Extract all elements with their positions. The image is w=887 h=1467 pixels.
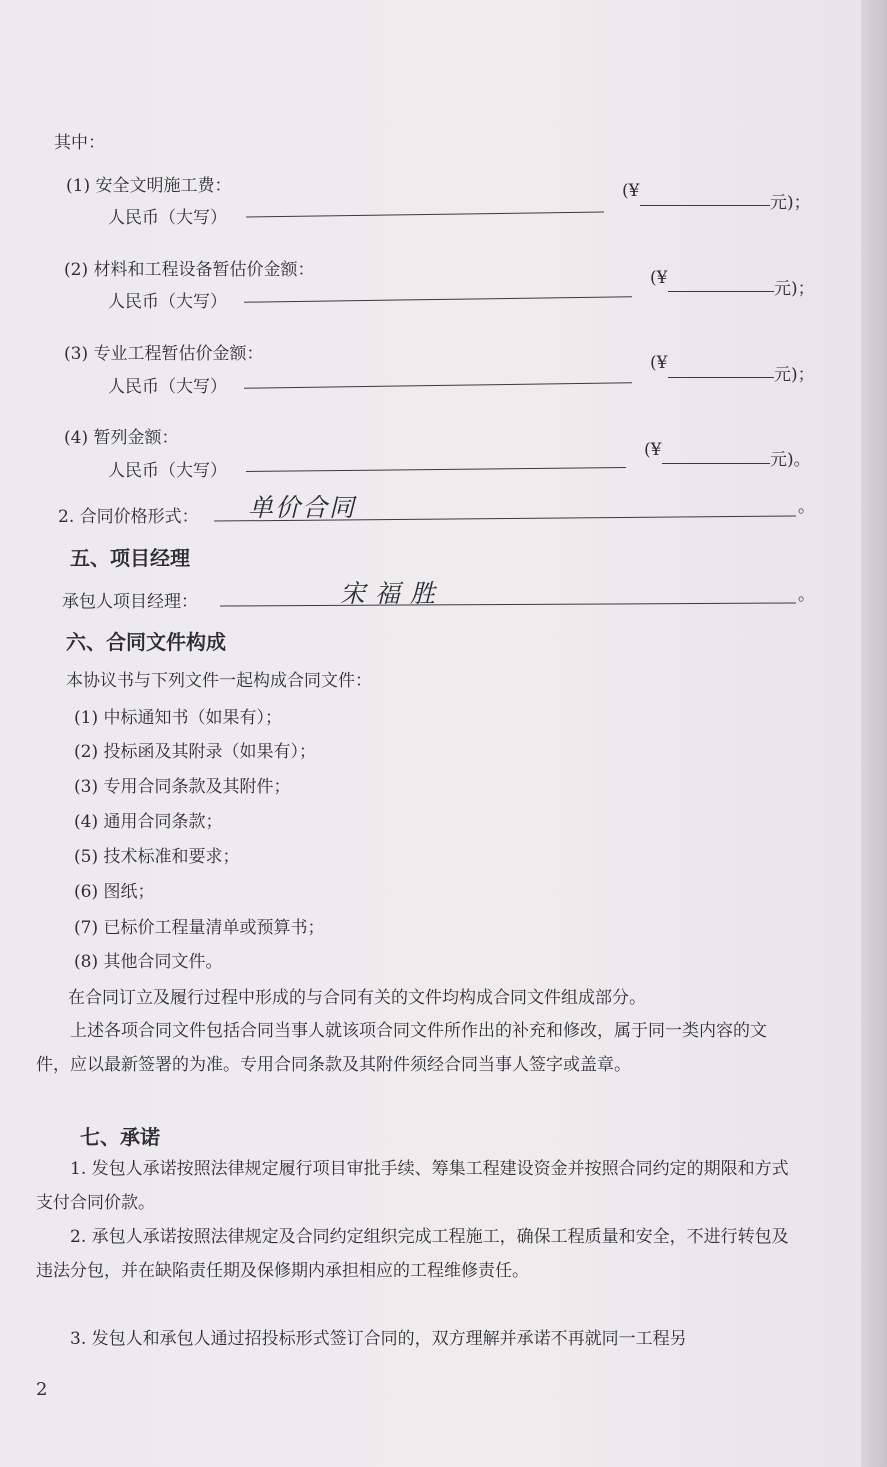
section6-heading: 六、合同文件构成 bbox=[66, 630, 226, 654]
page-edge bbox=[861, 0, 887, 1467]
yen-open: (¥ bbox=[650, 268, 668, 288]
doc-list-item: (5) 技术标准和要求； bbox=[74, 847, 240, 867]
price-form-handwriting: 单价合同 bbox=[248, 493, 357, 522]
fee-item-label: (1) 安全文明施工费： bbox=[66, 176, 232, 196]
doc-list-item: (6) 图纸； bbox=[74, 882, 155, 902]
rmb-label: 人民币（大写） bbox=[108, 208, 227, 228]
manager-blank bbox=[220, 602, 796, 606]
yuan-close: 元)； bbox=[774, 279, 815, 299]
amount-blank bbox=[246, 467, 626, 472]
yen-blank bbox=[662, 463, 770, 464]
section7-heading: 七、承诺 bbox=[80, 1125, 160, 1149]
section6-paragraph-1: 在合同订立及履行过程中形成的与合同有关的文件均构成合同文件组成部分。 bbox=[68, 988, 646, 1008]
doc-list-item: (1) 中标通知书（如果有）； bbox=[74, 708, 282, 728]
yen-open: (¥ bbox=[644, 440, 662, 460]
manager-end: 。 bbox=[798, 585, 815, 605]
page-number: 2 bbox=[36, 1379, 48, 1400]
manager-label: 承包人项目经理： bbox=[62, 592, 198, 612]
price-form-label: 2. 合同价格形式： bbox=[58, 507, 199, 527]
yen-blank bbox=[668, 291, 774, 292]
amount-blank bbox=[244, 296, 632, 302]
fee-item-label: (4) 暂列金额： bbox=[64, 428, 179, 448]
rmb-label: 人民币（大写） bbox=[108, 461, 227, 481]
yuan-close: 元)； bbox=[774, 365, 815, 385]
price-form-end: 。 bbox=[798, 497, 815, 517]
doc-list-item: (8) 其他合同文件。 bbox=[74, 952, 223, 972]
fee-item-label: (2) 材料和工程设备暂估价金额： bbox=[64, 260, 315, 280]
section7-paragraph-2: 2. 承包人承诺按照法律规定及合同约定组织完成工程施工，确保工程质量和安全，不进行转包及违法分包，并在缺陷责任期及保修期内承担相应的工程维修责任。 bbox=[36, 1227, 789, 1281]
doc-list-item: (4) 通用合同条款； bbox=[74, 812, 223, 832]
yen-blank bbox=[640, 205, 770, 206]
rmb-label: 人民币（大写） bbox=[108, 377, 227, 397]
section7-paragraph-3: 3. 发包人和承包人通过招投标形式签订合同的，双方理解并承诺不再就同一工程另 bbox=[70, 1329, 687, 1349]
fee-item-label: (3) 专业工程暂估价金额： bbox=[64, 344, 264, 364]
doc-list-item: (3) 专用合同条款及其附件； bbox=[74, 777, 291, 797]
doc-list-item: (2) 投标函及其附录（如果有）； bbox=[74, 742, 316, 762]
section6-paragraph-2: 上述各项合同文件包括合同当事人就该项合同文件所作出的补充和修改，属于同一类内容的文件，应以最新签署的为准。专用合同条款及其附件须经合同当事人签字或盖章。 bbox=[36, 1021, 767, 1075]
yuan-close: 元)。 bbox=[770, 450, 811, 470]
section7-paragraph-1: 1. 发包人承诺按照法律规定履行项目审批手续、筹集工程建设资金并按照合同约定的期限和方式支付合同价款。 bbox=[36, 1159, 789, 1213]
yen-blank bbox=[668, 377, 774, 378]
amount-blank bbox=[244, 382, 632, 388]
fees-intro: 其中： bbox=[54, 133, 105, 153]
manager-handwriting: 宋福胜 bbox=[340, 579, 446, 608]
amount-blank bbox=[246, 212, 604, 218]
yen-open: (¥ bbox=[650, 353, 668, 373]
section5-heading: 五、项目经理 bbox=[70, 546, 190, 570]
doc-list-item: (7) 已标价工程量清单或预算书； bbox=[74, 918, 325, 938]
yuan-close: 元)； bbox=[770, 193, 811, 213]
yen-open: (¥ bbox=[622, 181, 640, 201]
section6-intro: 本协议书与下列文件一起构成合同文件： bbox=[66, 671, 372, 691]
rmb-label: 人民币（大写） bbox=[108, 292, 227, 312]
